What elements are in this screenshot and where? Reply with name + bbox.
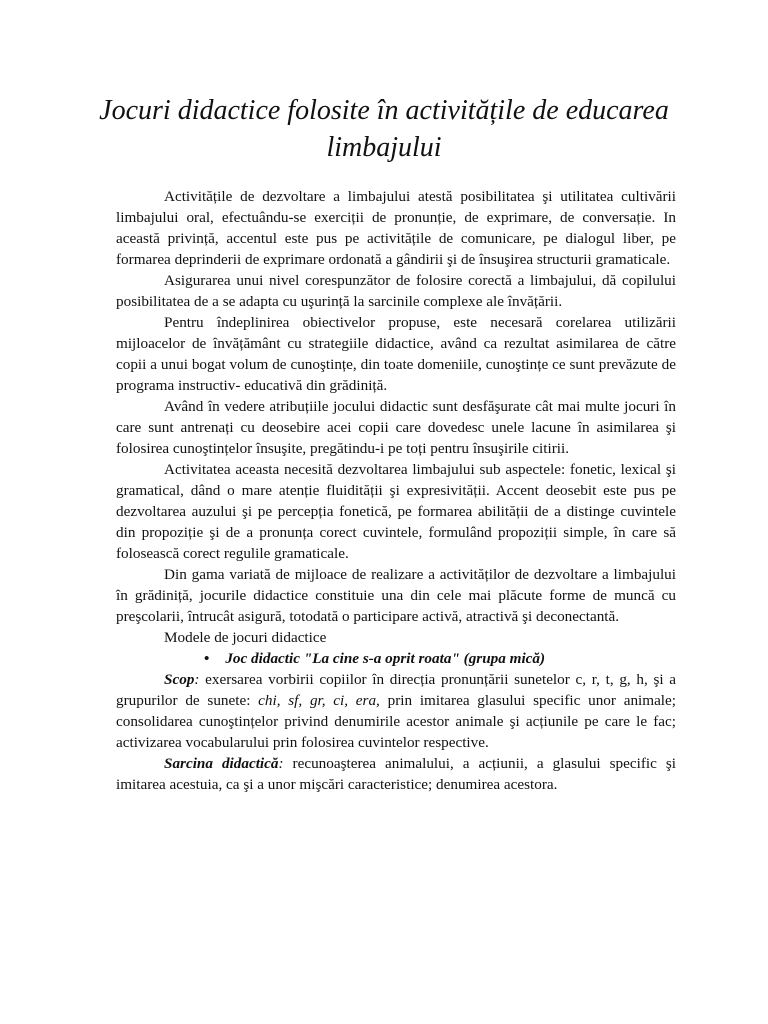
sarcina-text: recunoaşterea animalului, a acțiunii, a glasului specific şi imitarea acestuia, ca şi a unor mişcări caracteristice; denumirea acestora. [116, 755, 677, 793]
scop-colon: : [194, 671, 206, 688]
paragraph: Activitatea aceasta necesită dezvoltarea limbajului sub aspectele: fonetic, lexical şi gramatical, dând o mare atenție fluidității şi expresivității. Accent deosebit este pus pe dezvoltarea auzului şi pe percepția fonetică, pe formarea abilității de a distinge cuvintele din propoziție şi de a pronunța corect cuvintele, formulând propoziții simple, în care să folosească corect regulile gramaticale. [116, 461, 676, 562]
scop-text: exersarea vorbirii copiilor în direcția pronunțării sunetelor c, r, t, g, h, şi a grupurilor de sunete: [116, 671, 677, 709]
paragraph: Având în vedere atribuțiile jocului didactic sunt desfăşurate cât mai multe jocuri în care sunt antrenați cu deosebire acei copii care dovedesc unele lacune în asimilarea şi folosirea cunoştințelor însuşite, pregătindu-i pe toți pentru însuşirile citirii. [116, 398, 676, 457]
document-title: Jocuri didactice folosite în activitățile de educarea limbajului [99, 95, 669, 163]
paragraph: Din gama variată de mijloace de realizare a activităților de dezvoltare a limbajului în grădiniță, jocurile didactice constituie una din cele mai plăcute forme de muncă cu preşcolarii, întrucât asigură, totodată o participare activă, atractivă şi deconectantă. [116, 566, 676, 625]
paragraph: Asigurarea unui nivel corespunzător de folosire corectă a limbajului, dă copilului posibilitatea de a se adapta cu uşurință la sarcinile complexe ale învățării. [116, 272, 676, 310]
sarcina-colon: : [278, 755, 293, 772]
bullet-icon: • [204, 650, 210, 667]
paragraph: Activitățile de dezvoltare a limbajului atestă posibilitatea şi utilitatea cultivării limbajului oral, efectuându-se exerciții de pronunție, de exprimare, de conversație. In această privință, accentul este pus pe activitățile de comunicare, pe dialogul liber, pe formarea deprinderii de exprimare ordonată a gândirii şi de însuşirea structurii gramaticale. [116, 188, 676, 268]
game-title-item [116, 648, 676, 669]
scop-label: Scop [164, 671, 195, 688]
sarcina-label: Sarcina didactică [164, 755, 279, 772]
models-heading: Modele de jocuri didactice [164, 629, 327, 646]
scop-sound-groups: chi, sf, gr, ci, era, [258, 692, 380, 709]
game-title: Joc didactic "La cine s-a oprit roata" (grupa mică) [225, 650, 546, 667]
document-body [116, 186, 676, 795]
scop-text-continued: prin imitarea glasului specific unor animale; consolidarea cunoştințelor privind denumirile acestor animale şi acțiunile pe care le fac; activizarea vocabularului prin folosirea cuvintelor respective. [116, 692, 676, 751]
scop-paragraph [116, 669, 676, 753]
sarcina-paragraph [116, 753, 676, 795]
paragraph: Pentru îndeplinirea obiectivelor propuse, este necesară corelarea utilizării mijloacelor de învățământ cu strategiile didactice, având ca rezultat asimilarea de către copii a unui bogat volum de cunoştințe, din toate domeniile, cunoştințe ce sunt prevăzute de programa instructiv- educativă din grădiniță. [116, 314, 676, 394]
